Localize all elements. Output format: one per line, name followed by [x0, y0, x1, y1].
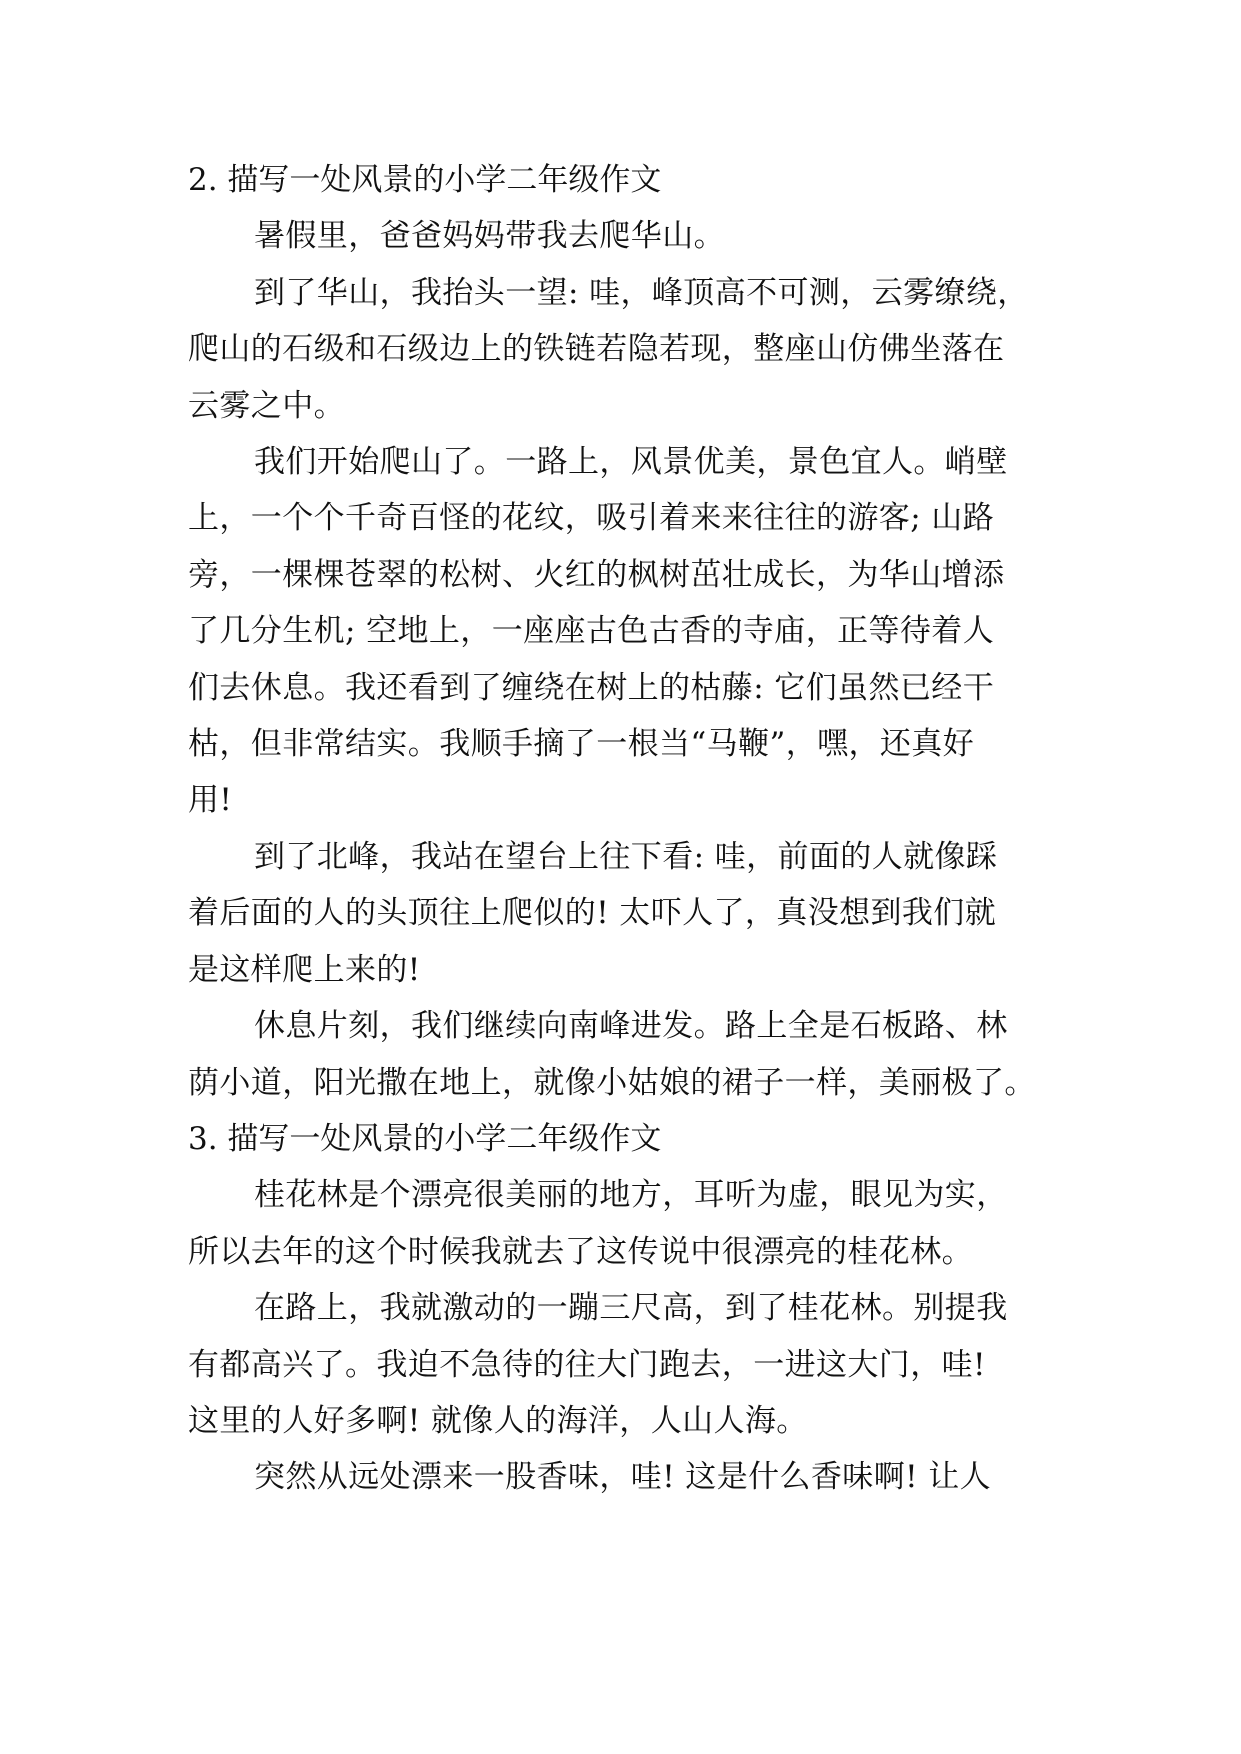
essay-2-paragraph-4-line: 是这样爬上来的! [188, 951, 421, 988]
essay-3-paragraph-1-line: 所以去年的这个时候我就去了这传说中很漂亮的桂花林。 [188, 1233, 973, 1270]
essay-2-paragraph-3-line: 用! [188, 782, 233, 819]
essay-2-paragraph-5-line: 休息片刻，我们继续向南峰进发。路上全是石板路、林 [254, 1008, 1008, 1045]
essay-3-heading: 3. 描写一处风景的小学二年级作文 [188, 1120, 662, 1157]
essay-3-paragraph-2-line: 有都高兴了。我迫不急待的往大门跑去，一进这大门，哇! [188, 1346, 986, 1383]
essay-2-paragraph-3-line: 枯，但非常结实。我顺手摘了一根当“马鞭”，嘿，还真好 [188, 726, 975, 763]
essay-2-paragraph-3-line: 我们开始爬山了。一路上，风景优美，景色宜人。峭壁 [254, 444, 1008, 481]
document-page [188, 152, 1056, 1506]
essay-2-paragraph-2-line: 到了华山，我抬头一望: 哇，峰顶高不可测，云雾缭绕， [254, 274, 1029, 311]
essay-2-paragraph-5-line: 荫小道，阳光撒在地上，就像小姑娘的裙子一样，美丽极了。 [188, 1064, 1036, 1101]
essay-2-paragraph-3-line: 上，一个个千奇百怪的花纹，吸引着来来往往的游客; 山路 [188, 500, 995, 537]
essay-3-paragraph-2-line: 这里的人好多啊! 就像人的海洋，人山人海。 [188, 1402, 808, 1439]
essay-3-paragraph-2-line: 在路上，我就激动的一蹦三尺高，到了桂花林。别提我 [254, 1290, 1008, 1327]
essay-2-paragraph-2-line: 爬山的石级和石级边上的铁链若隐若现，整座山仿佛坐落在 [188, 331, 1005, 368]
essay-2-heading: 2. 描写一处风景的小学二年级作文 [188, 162, 662, 198]
essay-2-paragraph-3-line: 旁，一棵棵苍翠的松树、火红的枫树茁壮成长，为华山增添 [188, 556, 1005, 593]
essay-2-paragraph-3-line: 了几分生机; 空地上，一座座古色古香的寺庙，正等待着人 [188, 613, 995, 650]
essay-2-paragraph-4-line: 到了北峰，我站在望台上往下看: 哇，前面的人就像踩 [254, 838, 998, 875]
essay-2-paragraph-3-line: 们去休息。我还看到了缠绕在树上的枯藤: 它们虽然已经干 [188, 669, 995, 706]
essay-2-paragraph-4-line: 着后面的人的头顶往上爬似的! 太吓人了，真没想到我们就 [188, 895, 997, 932]
essay-3-paragraph-3-line: 突然从远处漂来一股香味，哇! 这是什么香味啊! 让人 [254, 1459, 992, 1496]
essay-3-paragraph-1-line: 桂花林是个漂亮很美丽的地方，耳听为虚，眼见为实， [254, 1177, 1008, 1214]
essay-2-paragraph-1-line: 暑假里，爸爸妈妈带我去爬华山。 [254, 218, 725, 255]
essay-2-paragraph-2-line: 云雾之中。 [188, 387, 345, 424]
